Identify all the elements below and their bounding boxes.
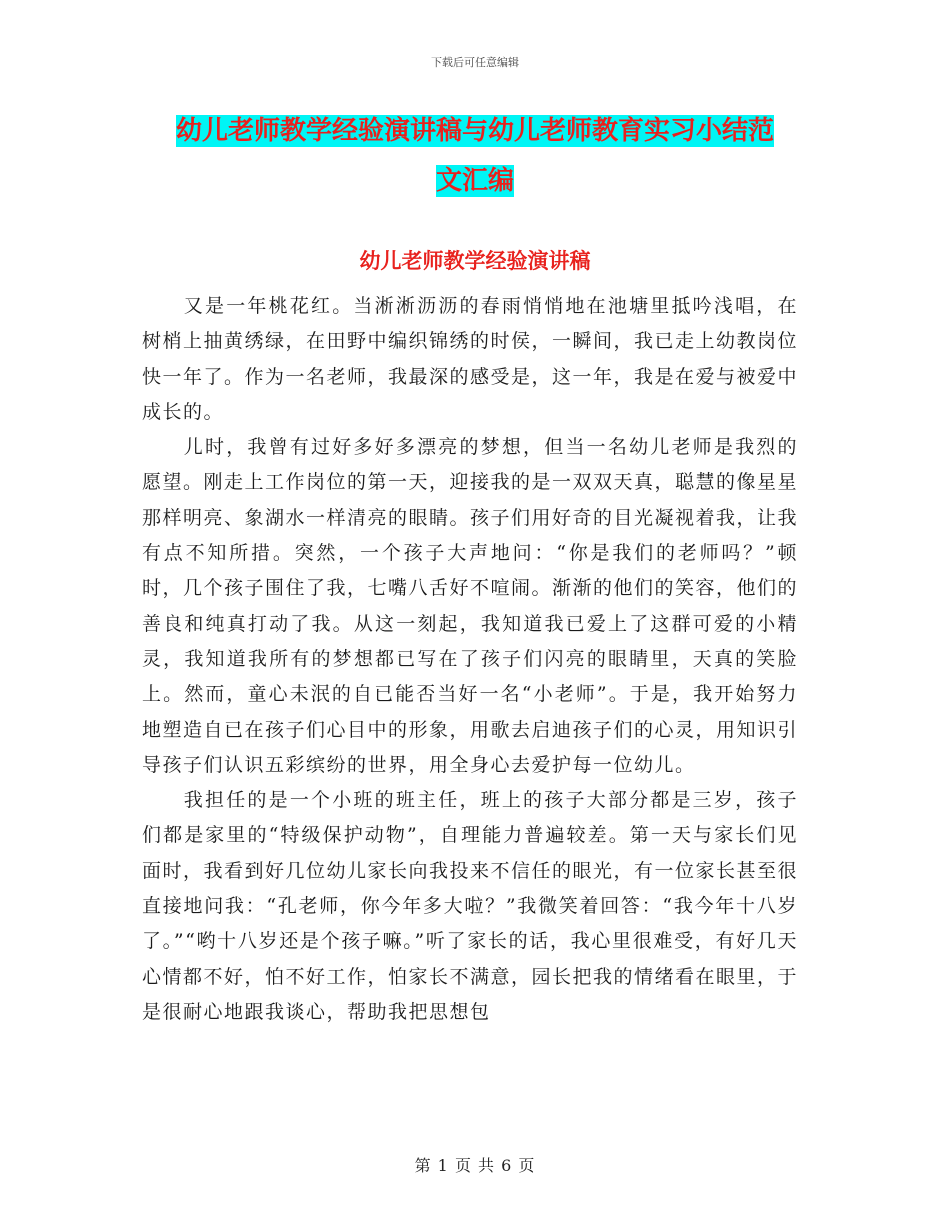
document-body: [142, 289, 798, 1030]
page-footer: 第 1 页 共 6 页: [414, 1156, 536, 1175]
document-title-line-1: 幼儿老师教学经验演讲稿与幼儿老师教育实习小结范: [175, 116, 774, 146]
section-title: 幼儿老师教学经验演讲稿: [359, 248, 591, 273]
paragraph-2: 儿时，我曾有过好多好多漂亮的梦想，但当一名幼儿老师是我烈的愿望。刚走上工作岗位的第一天，迎接我的是一双双天真，聪慧的像星星那样明亮、象湖水一样清亮的眼睛。孩子们用好奇的目光凝视着我，让我有点不知所措。突然，一个孩子大声地问：“你是我们的老师吗？”顿时，几个孩子围住了我，七嘴八舌好不喧闹。渐渐的他们的笑容，他们的善良和纯真打动了我。从这一刻起，我知道我已爱上了这群可爱的小精灵，我知道我所有的梦想都已写在了孩子们闪亮的眼睛里，天真的笑脸上。然而，童心未泯的自已能否当好一名“小老师”。于是，我开始努力地塑造自已在孩子们心目中的形象，用歌去启迪孩子们的心灵，用知识引导孩子们认识五彩缤纷的世界，用全身心去爱护每一位幼儿。: [142, 436, 799, 776]
paragraph-1: 又是一年桃花红。当淅淅沥沥的春雨悄悄地在池塘里抵吟浅唱，在树梢上抽黄绣绿，在田野中编织锦绣的时侯，一瞬间，我已走上幼教岗位快一年了。作为一名老师，我最深的感受是，这一年，我是在爱与被爱中成长的。: [142, 295, 799, 423]
document-title-line-2: 文汇编: [435, 166, 514, 196]
paragraph-3: 我担任的是一个小班的班主任，班上的孩子大部分都是三岁，孩子们都是家里的“特级保护动物”，自理能力普遍较差。第一天与家长们见面时，我看到好几位幼儿家长向我投来不信任的眼光，有一位家长甚至很直接地问我：“孔老师，你今年多大啦？”我微笑着回答：“我今年十八岁了。”“哟十八岁还是个孩子嘛。”听了家长的话，我心里很难受，有好几天心情都不好，怕不好工作，怕家长不满意，园长把我的情绪看在眼里，于是很耐心地跟我谈心，帮助我把思想包: [142, 789, 799, 1023]
document-title: [150, 106, 800, 206]
page-header-note: 下载后可任意编辑: [431, 56, 519, 69]
